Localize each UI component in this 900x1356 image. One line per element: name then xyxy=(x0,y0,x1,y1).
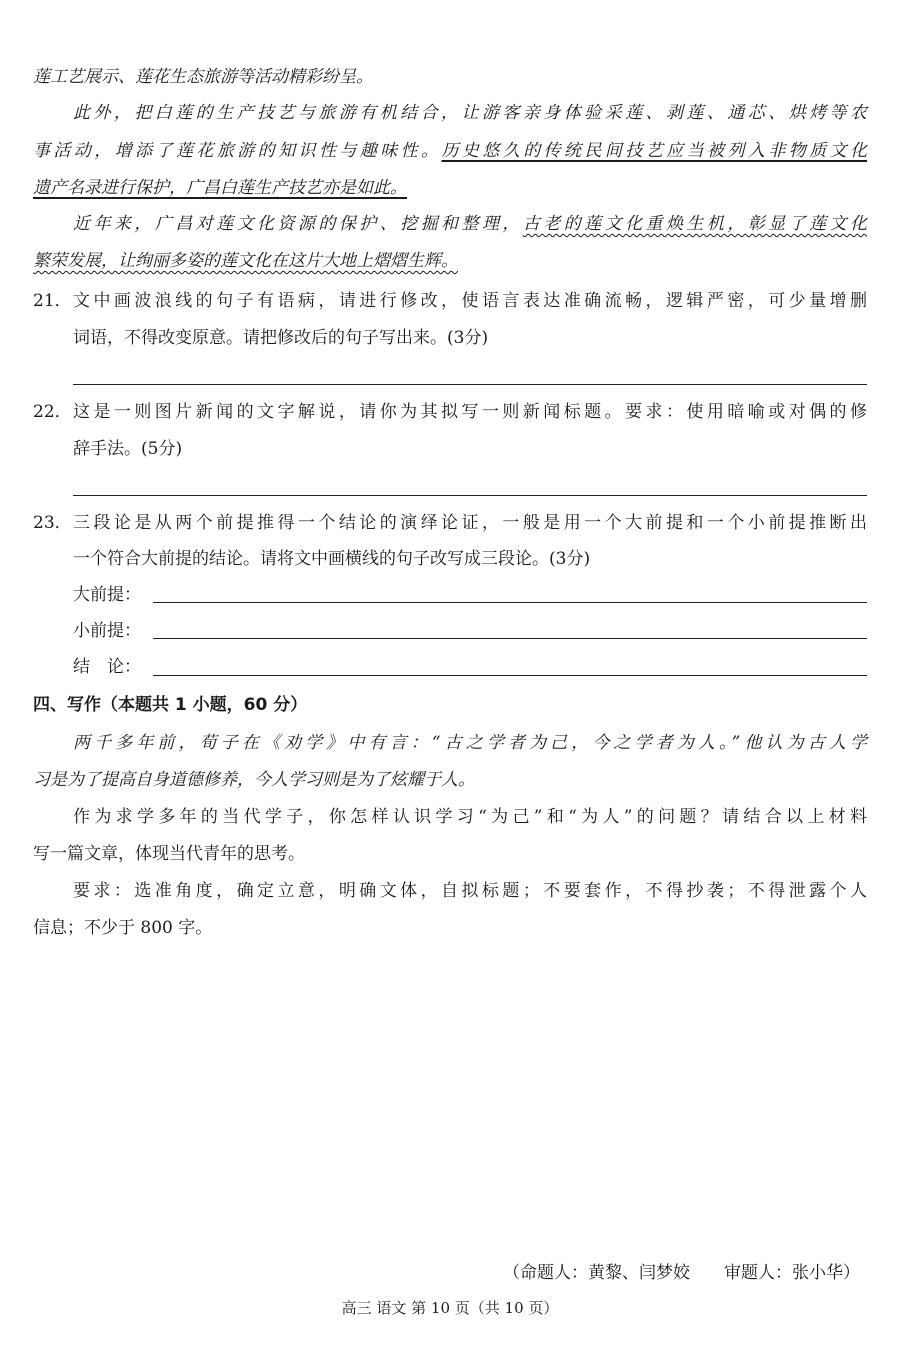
question-text: 三段论是从两个前提推得一个结论的演绎论证，一般是用一个大前提和一个小前提推断出 xyxy=(73,513,867,533)
passage-text: 事活动，增添了莲花旅游的知识性与趣味性。 xyxy=(33,141,442,161)
section-heading: 四、写作（本题共 1 小题，60 分） xyxy=(33,695,308,715)
writing-prompt-line: 写一篇文章，体现当代青年的思考。 xyxy=(33,844,305,864)
page-footer: 高三 语文 第 10 页（共 10 页） xyxy=(341,1299,559,1317)
wavy-underlined-sentence: 古老的莲文化重焕生机，彰显了莲文化 xyxy=(522,214,868,234)
major-premise-answer-line[interactable] xyxy=(153,602,867,603)
wavy-underlined-sentence: 繁荣发展，让绚丽多姿的莲文化在这片大地上熠熠生辉。 xyxy=(33,251,458,271)
minor-premise-label: 小前提： xyxy=(73,621,141,641)
exam-credits: （命题人：黄黎、闫梦姣 审题人：张小华） xyxy=(503,1263,860,1283)
passage-line xyxy=(33,250,867,272)
writing-prompt-line: 习是为了提高自身道德修养，今人学习则是为了炫耀于人。 xyxy=(33,770,475,790)
answer-line[interactable] xyxy=(73,495,867,496)
passage-line xyxy=(33,177,867,199)
question-number: 22． xyxy=(33,402,72,422)
passage-line xyxy=(33,140,867,162)
conclusion-label: 结 论： xyxy=(73,657,141,677)
question-text: 这是一则图片新闻的文字解说，请你为其拟写一则新闻标题。要求：使用暗喻或对偶的修 xyxy=(73,402,867,422)
question-text: 词语，不得改变原意。请把修改后的句子写出来。(3分) xyxy=(73,328,489,348)
question-text: 辞手法。(5分) xyxy=(73,439,183,459)
passage-text: 莲工艺展示、莲花生态旅游等活动精彩纷呈。 xyxy=(33,67,373,87)
underlined-sentence: 遗产名录进行保护，广昌白莲生产技艺亦是如此。 xyxy=(33,178,407,198)
writing-prompt-line: 作为求学多年的当代学子，你怎样认识学习“为己”和“为人”的问题？请结合以上材料 xyxy=(73,807,867,827)
conclusion-answer-line[interactable] xyxy=(153,675,867,676)
minor-premise-answer-line[interactable] xyxy=(153,638,867,639)
writing-requirement-line: 要求：选准角度，确定立意，明确文体，自拟标题；不要套作，不得抄袭；不得泄露个人 xyxy=(73,881,867,901)
major-premise-label: 大前提： xyxy=(73,585,141,605)
passage-line xyxy=(73,102,867,124)
passage-text: 此外，把白莲的生产技艺与旅游有机结合，让游客亲身体验采莲、剥莲、通芯、烘烤等农 xyxy=(73,103,867,123)
passage-line xyxy=(33,66,867,88)
passage-line xyxy=(73,213,867,235)
question-number: 23． xyxy=(33,513,72,533)
question-text: 一个符合大前提的结论。请将文中画横线的句子改写成三段论。(3分) xyxy=(73,549,591,569)
answer-line[interactable] xyxy=(73,384,867,385)
writing-prompt-line: 两千多年前，荀子在《劝学》中有言：“古之学者为己，今之学者为人。”他认为古人学 xyxy=(73,733,867,753)
question-number: 21． xyxy=(33,291,72,311)
writing-requirement-line: 信息；不少于 800 字。 xyxy=(33,918,213,938)
underlined-sentence: 历史悠久的传统民间技艺应当被列入非物质文化 xyxy=(441,141,867,161)
passage-text: 近年来，广昌对莲文化资源的保护、挖掘和整理， xyxy=(73,214,523,234)
question-text: 文中画波浪线的句子有语病，请进行修改，使语言表达准确流畅，逻辑严密，可少量增删 xyxy=(73,291,867,311)
